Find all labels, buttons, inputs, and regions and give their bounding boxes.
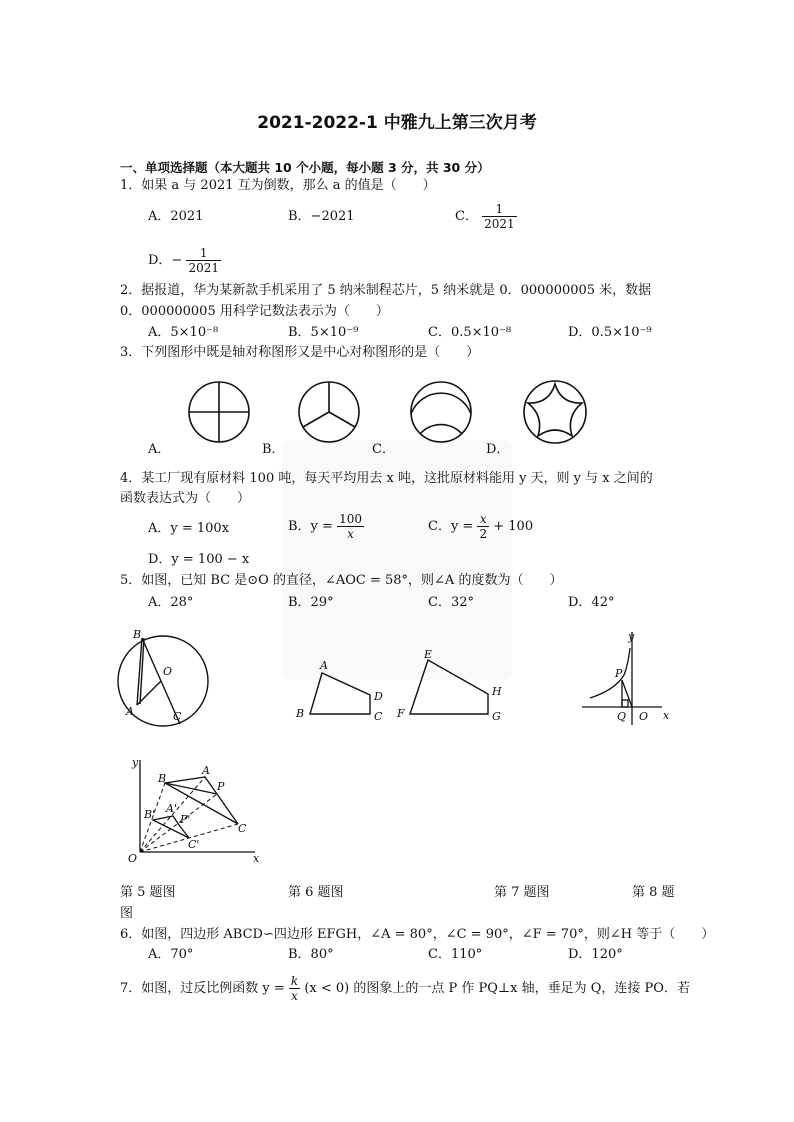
q6-stem: 6．如图，四边形 ABCD∽四边形 EFGH，∠A = 80°，∠C = 90°，∠F = 70°，则∠H 等于（ ） — [120, 927, 715, 942]
fig8-label-b: B — [158, 772, 167, 785]
fig7-label-x: x — [663, 709, 670, 722]
q5-option-a: A．28° — [148, 595, 194, 610]
q3-figure-d — [524, 381, 586, 443]
q3-option-b: B． — [262, 442, 285, 457]
q4-c-fraction — [477, 512, 489, 541]
q2-line1: 2．据报道，华为某新款手机采用了 5 纳米制程芯片，5 纳米就是 0．000000005 米，数据 — [120, 283, 652, 298]
q4-line2: 函数表达式为（ ） — [120, 491, 251, 506]
q1-c-fraction — [482, 202, 517, 231]
q2-option-a: A．5×10⁻⁸ — [148, 325, 219, 340]
q4-b-label: B．y = — [288, 519, 333, 534]
q4-c-tail: + 100 — [493, 519, 534, 534]
q7-den: x — [291, 989, 298, 1003]
fig6-label-h: H — [492, 685, 502, 698]
fig8-label-p: P — [217, 780, 225, 793]
q6-option-d: D．120° — [568, 947, 623, 962]
q3-option-d: D． — [486, 442, 510, 457]
q3-option-c: C． — [372, 442, 395, 457]
q1-option-c — [455, 202, 517, 231]
fig8-label-x: x — [253, 852, 260, 865]
q7-pre: 7．如图，过反比例函数 y = — [120, 981, 285, 996]
q4-option-c — [428, 512, 533, 541]
q6-option-b: B．80° — [288, 947, 334, 962]
q3-figures — [0, 370, 794, 450]
q2-option-c: C．0.5×10⁻⁸ — [428, 325, 512, 340]
q3-option-a: A． — [148, 442, 171, 457]
figures-row — [0, 620, 794, 730]
caption-fig8-cont: 图 — [120, 906, 134, 921]
q7-fraction — [289, 974, 300, 1003]
q3-stem: 3．下列图形中既是轴对称图形又是中心对称图形的是（ ） — [120, 345, 480, 360]
q1-d-num: 1 — [186, 246, 221, 261]
caption-fig8: 第 8 题 — [632, 885, 675, 900]
fig7-label-y: y — [628, 630, 635, 643]
fig5-label-a: A — [126, 705, 134, 718]
q3-figure-c — [411, 382, 471, 442]
fig6-label-e: E — [424, 648, 433, 661]
q5-option-c: C．32° — [428, 595, 474, 610]
fig6-label-d: D — [374, 690, 383, 703]
q4-c-den: 2 — [479, 527, 488, 541]
q4-c-num: x — [477, 512, 489, 527]
fig8-label-c-prime: C' — [188, 838, 200, 851]
q1-d-label: D．− — [148, 253, 183, 268]
q1-d-den: 2021 — [188, 261, 220, 275]
q1-option-b: B．−2021 — [288, 209, 355, 224]
q3-figure-b — [299, 382, 359, 442]
q2-line2: 0．000000005 用科学记数法表示为（ ） — [120, 304, 389, 319]
q1-stem: 1．如果 a 与 2021 互为倒数，那么 a 的值是（ ） — [120, 178, 436, 193]
fig7-label-q: Q — [617, 710, 627, 723]
q1-d-fraction — [186, 246, 221, 275]
q4-option-a: A．y = 100x — [148, 521, 230, 536]
caption-fig7: 第 7 题图 — [494, 885, 550, 900]
page-title: 2021-2022-1 中雅九上第三次月考 — [257, 113, 537, 133]
fig5-label-c: C — [173, 710, 182, 723]
fig6-label-f: F — [397, 707, 405, 720]
q1-c-label: C． — [455, 209, 478, 224]
q7-num: k — [290, 974, 299, 988]
q1-option-a: A．2021 — [148, 209, 204, 224]
fig8-label-y: y — [132, 756, 139, 769]
fig8-label-b-prime: B' — [144, 808, 156, 821]
section-heading: 一、单项选择题（本大题共 10 个小题，每小题 3 分，共 30 分） — [120, 160, 490, 175]
fig7-label-o: O — [639, 710, 649, 723]
q4-option-b — [288, 512, 364, 541]
q4-b-den: x — [347, 527, 354, 541]
q1-option-d — [148, 246, 221, 275]
q2-option-d: D．0.5×10⁻⁹ — [568, 325, 652, 340]
fig5-label-o: O — [163, 665, 173, 678]
fig6-label-a: A — [320, 659, 328, 672]
fig8-label-p-prime: P' — [180, 813, 191, 826]
fig6-label-c: C — [374, 710, 383, 723]
fig8-label-c: C — [238, 822, 247, 835]
q4-option-d: D．y = 100 − x — [148, 552, 250, 567]
fig8-label-o: O — [128, 852, 138, 865]
fig5-label-b: B — [133, 628, 142, 641]
q7-stem — [120, 974, 690, 1003]
q6-option-c: C．110° — [428, 947, 483, 962]
caption-fig6: 第 6 题图 — [288, 885, 344, 900]
caption-fig5: 第 5 题图 — [120, 885, 176, 900]
q4-line1: 4．某工厂现有原材料 100 吨，每天平均用去 x 吨，这批原材料能用 y 天，则 y 与 x 之间的 — [120, 471, 653, 486]
q4-b-fraction — [337, 512, 364, 541]
fig6-label-g: G — [492, 710, 501, 723]
q4-b-num: 100 — [339, 512, 362, 526]
q1-c-num: 1 — [482, 202, 517, 217]
fig6-quadrilaterals — [310, 660, 488, 714]
q4-c-label: C．y = — [428, 519, 474, 534]
fig8-coordinate-diagram — [110, 752, 270, 867]
q2-option-b: B．5×10⁻⁹ — [288, 325, 359, 340]
q6-option-a: A．70° — [148, 947, 194, 962]
q3-figure-a — [189, 382, 249, 442]
fig7-label-p: P — [615, 667, 623, 680]
q7-post: (x < 0) 的图象上的一点 P 作 PQ⊥x 轴，垂足为 Q，连接 PO．若 — [304, 981, 690, 996]
q5-option-d: D．42° — [568, 595, 615, 610]
fig8-label-a-prime: A' — [166, 802, 177, 815]
fig8-label-a: A — [202, 764, 210, 777]
q1-c-den: 2021 — [484, 217, 515, 231]
fig6-label-b: B — [296, 707, 305, 720]
q5-stem: 5．如图，已知 BC 是⊙O 的直径，∠AOC = 58°，则∠A 的度数为（ ） — [120, 573, 563, 588]
q5-option-b: B．29° — [288, 595, 334, 610]
